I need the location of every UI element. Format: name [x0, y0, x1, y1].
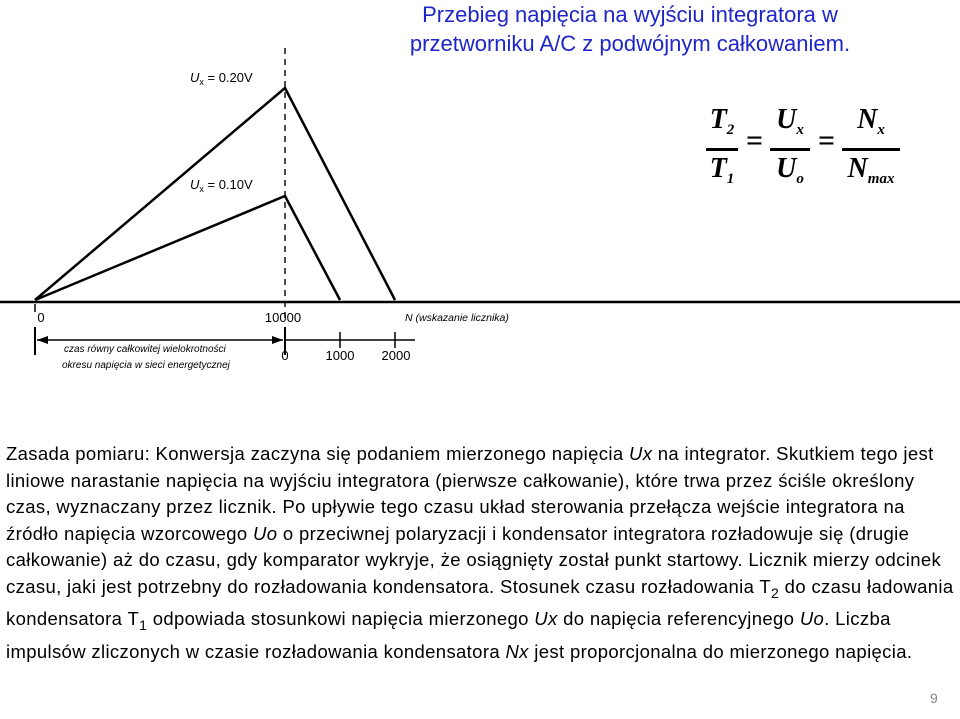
fraction-n-numerator: $N_x$ [857, 104, 885, 138]
upper-tick-label-0: 0 [37, 310, 45, 325]
equals-sign-2: = [818, 124, 836, 157]
label-ux-020: $U_x = 0.20V$ [190, 70, 253, 87]
annotation-line-1: czas równy całkowitej wielokrotności [64, 344, 226, 355]
annotation-line-2: okresu napięcia w sieci energetycznej [62, 360, 230, 371]
curve-ux-010 [35, 196, 340, 300]
fraction-ux-uo [770, 104, 810, 195]
lower-tick-label-2000: 2000 [381, 348, 411, 363]
fraction-n-denominator: $N_{max}$ [847, 153, 895, 187]
upper-tick-label-10000: 10000 [264, 310, 302, 325]
title-line-1: Przebieg napięcia na wyjściu integratora w [422, 2, 838, 27]
page-number: 9 [930, 690, 938, 706]
fraction-t2-t1 [706, 104, 738, 195]
lower-tick-label-0: 0 [281, 348, 289, 363]
fraction-t-numerator: $T_2$ [709, 104, 735, 138]
period-arrow-right-head [272, 336, 283, 344]
fraction-nx-nmax [842, 104, 900, 195]
label-ux-010: $U_x = 0.10V$ [190, 177, 253, 194]
fraction-bar [706, 148, 738, 151]
fraction-bar [770, 148, 810, 151]
curve-ux-020 [35, 88, 395, 300]
fraction-u-denominator: $U_o$ [776, 153, 804, 187]
fraction-t-denominator: $T_1$ [709, 153, 735, 187]
count-axis-label: N (wskazanie licznika) [405, 312, 509, 324]
fraction-u-numerator: $U_x$ [776, 104, 804, 138]
fraction-bar [842, 148, 900, 151]
equals-sign-1: = [746, 124, 764, 157]
title-line-2: przetworniku A/C z podwójnym całkowaniem. [409, 31, 851, 56]
description-paragraph: Zasada pomiaru: Konwersja zaczyna się podaniem mierzonego napięcia Ux na integrator. Skutkiem tego jest liniowe narastanie napięcia na wyjściu integratora (pierwsze całkowanie), które trwa przez ściśle określony czas, wyznaczany przez licznik. Po upływie tego czasu układ sterowania przełącza wejście integratora na źródło napięcia wzorcowego Uo o przeciwnej polaryzacji i kondensator integratora rozładowuje się (drugie całkowanie) aż do czasu, gdy komparator wykryje, że osiągnięty został punkt startowy. Licznik mierzy odcinek czasu, jaki jest potrzebny do rozładowania kondensatora. Stosunek czasu rozładowania $T_2$ do czasu ładowania kondensatora $T_1$ odpowiada stosunkowi napięcia mierzonego Ux do napięcia referencyjnego Uo. Liczba impulsów zliczonych w czasie rozładowania kondensatora Nx jest proporcjonalna do mierzonego napięcia. [6, 443, 954, 662]
ratio-formula [706, 104, 916, 187]
period-arrow-left-head [37, 336, 48, 344]
lower-tick-label-1000: 1000 [325, 348, 355, 363]
